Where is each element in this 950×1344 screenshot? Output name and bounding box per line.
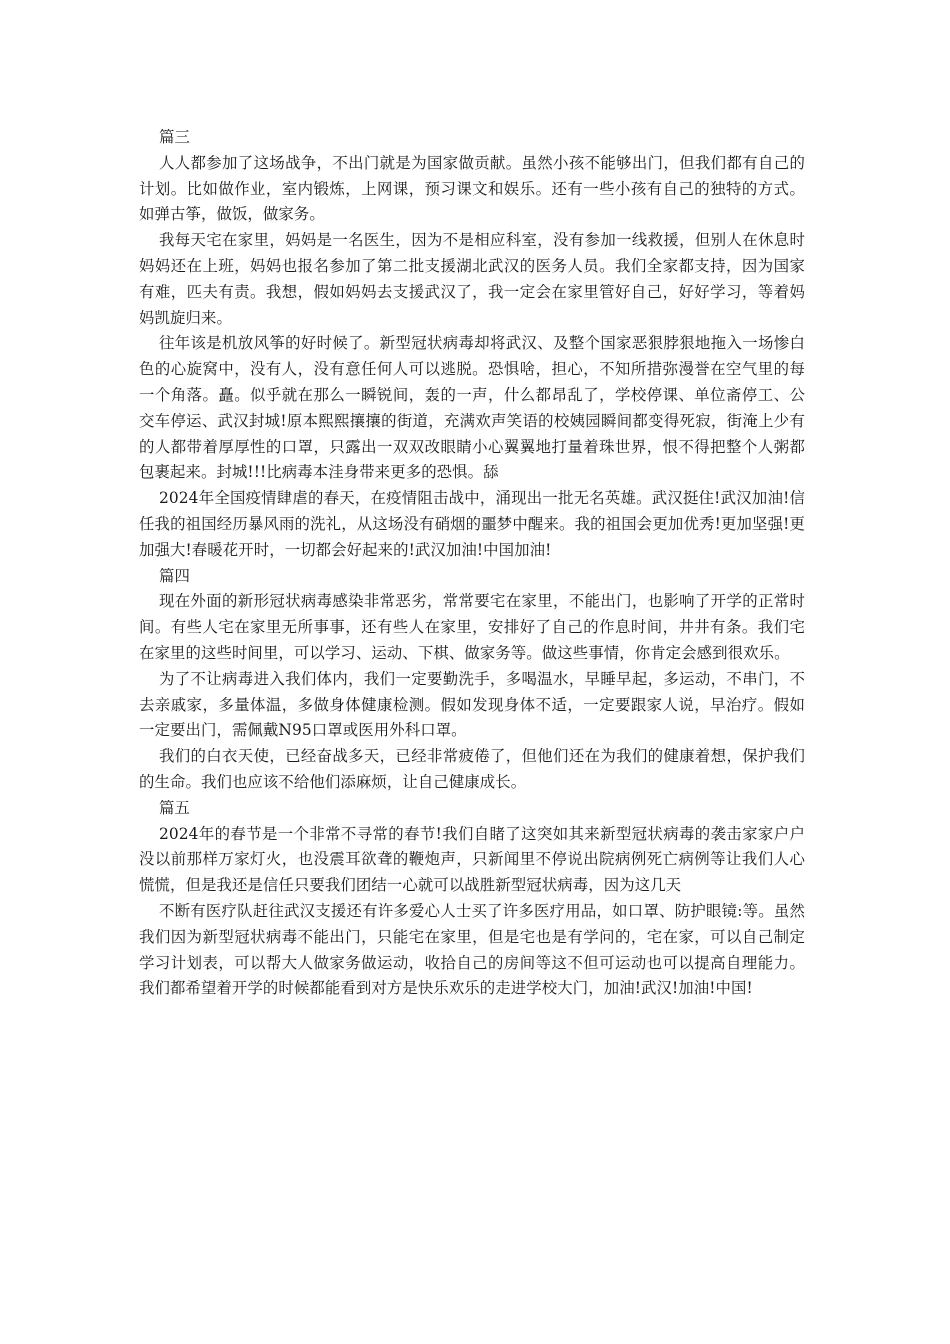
- paragraph: 不断有医疗队赶往武汉支援还有许多爱心人士买了许多医疗用品，如口罩、防护眼镜:等。虽然我们因为新型冠状病毒不能出门，只能宅在家里，但是宅也是有学问的，宅在家，可以自己制定学习计划表，可以帮大人做家务做运动，收拾自己的房间等这不但可运动也可以提高自理能力。我们都希望着开学的时候都能看到对方是快乐欢乐的走进学校大门，加油!武汉!加油!中国!: [139, 901, 805, 998]
- section-heading-5: 篇五: [159, 798, 190, 817]
- section-heading-4: 篇四: [159, 566, 190, 585]
- paragraph: 2024年全国疫情肆虐的春天，在疫情阻击战中，涌现出一批无名英雄。武汉挺住!武汉加油!信任我的祖国经历暴风雨的洗礼，从这场没有硝烟的噩梦中醒来。我的祖国会更加优秀!更加坚强!更加强大!春暖花开时，一切都会好起来的!武汉加油!中国加油!: [139, 489, 805, 559]
- paragraph: 人人都参加了这场战争，不出门就是为国家做贡献。虽然小孩不能够出门，但我们都有自己的计划。比如做作业，室内锻炼，上网课，预习课文和娱乐。还有一些小孩有自己的独特的方式。如弹古筝，做饭，做家务。: [139, 153, 805, 224]
- paragraph: 往年该是机放风筝的好时候了。新型冠状病毒却将武汉、及整个国家恶狠脖狠地拖入一场惨白色的心旋窝中，没有人，没有意任何人可以逃脱。恐惧啥，担心，不知所措弥漫誉在空气里的每一个角落。矗。似乎就在那么一瞬锐间，轰的一声，什么都昂乱了，学校停课、单位斋停工、公交车停运、武汉封城!原本熙熙攘攘的街道，充满欢声笑语的校姨园瞬间都变得死寂，街淹上少有的人都带着厚厚性的口罩，只露出一双双改眼睛小心翼翼地打量着珠世界，恨不得把整个人粥都包裹起来。封城!!!比病毒本洼身带来更多的恐惧。舔: [139, 334, 805, 482]
- paragraph: 现在外面的新形冠状病毒感染非常恶劣，常常要宅在家里，不能出门，也影响了开学的正常时间。有些人宅在家里无所事事，还有些人在家里，安排好了自己的作息时间，井井有条。我们宅在家里的这些时间里，可以学习、运动、下棋、做家务等。做这些事情，你肯定会感到很欢乐。: [139, 592, 805, 662]
- paragraph: 2024年的春节是一个非常不寻常的春节!我们自睹了这突如其来新型冠状病毒的袭击家家户户没以前那样万家灯火，也没震耳欲聋的鞭炮声，只新闻里不停说出院病例死亡病例等让我们人心慌慌，但是我还是信任只要我们团结一心就可以战胜新型冠状病毒，因为这几天: [139, 824, 805, 895]
- section-heading-3: 篇三: [159, 128, 190, 146]
- paragraph: 我们的白衣天使，已经奋战多天，已经非常疲倦了，但他们还在为我们的健康着想，保护我们的生命。我们也应该不给他们添麻烦，让自己健康成长。: [139, 747, 805, 791]
- paragraph: 我每天宅在家里，妈妈是一名医生，因为不是相应科室，没有参加一线救援，但别人在休息时妈妈还在上班，妈妈也报名参加了第二批支援湖北武汉的医务人员。我们全家都支持，因为国家有难，匹夫有责。我想，假如妈妈去支援武汉了，我一定会在家里管好自己，好好学习，等着妈妈凯旋归来。: [139, 231, 805, 327]
- paragraph: 为了不让病毒进入我们体内，我们一定要勤洗手，多喝温水，早睡早起，多运动，不串门，不去亲戚家，多量体温，多做身体健康检测。假如发现身体不适，一定要跟家人说，早治疗。假如一定要出门，需佩戴N95口罩或医用外科口罩。: [139, 669, 805, 740]
- document-body: [139, 125, 805, 1002]
